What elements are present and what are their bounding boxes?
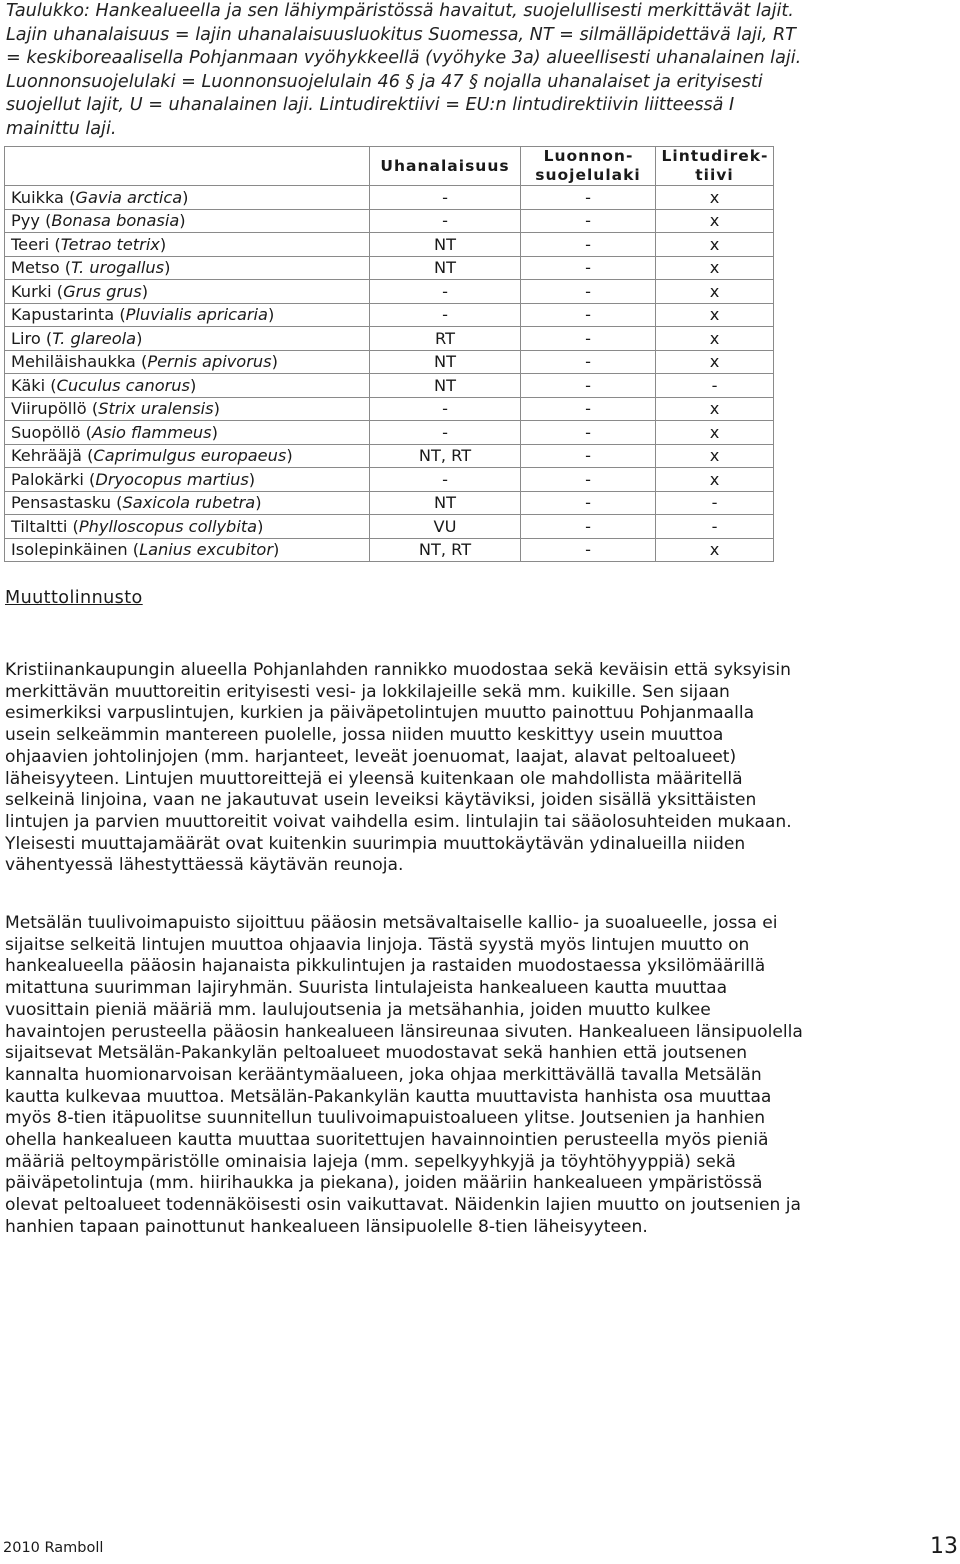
directive-cell: x [656, 209, 774, 233]
table-row [5, 327, 774, 351]
directive-cell: x [656, 421, 774, 445]
status-cell: NT [370, 350, 521, 374]
scientific-name: Caprimulgus europaeus [93, 446, 287, 466]
scientific-name: Strix uralensis [98, 399, 214, 419]
common-name: Tiltaltti [11, 516, 68, 536]
scientific-name: Grus grus [63, 281, 142, 301]
scientific-name: Saxicola rubetra [122, 493, 256, 513]
status-cell: NT, RT [370, 538, 521, 562]
directive-cell: - [656, 374, 774, 398]
scientific-name: Pernis apivorus [147, 352, 272, 372]
status-cell: - [370, 421, 521, 445]
status-cell: - [370, 397, 521, 421]
table-row [5, 280, 774, 304]
law-cell: - [521, 515, 656, 539]
law-cell: - [521, 350, 656, 374]
status-cell: - [370, 209, 521, 233]
table-row [5, 444, 774, 468]
scientific-name: Bonasa bonasia [51, 211, 180, 231]
common-name: Metso [11, 258, 60, 278]
table-row [5, 256, 774, 280]
table-row [5, 468, 774, 492]
species-cell: Pyy (Bonasa bonasia) [5, 209, 370, 233]
paragraph-1: Kristiinankaupungin alueella Pohjanlahden rannikko muodostaa sekä keväisin että syksyisin merkittävän muuttoreitin erityisesti vesi- ja lokkilajeille sekä mm. kuikille. Sen sijaan esimerkiksi varpuslintujen, kurkien ja päiväpetolintujen muutto painottuu Pohjanmaalla usein selkeämmin mantereen puolelle, jossa niiden muutto keskittyy usein muuttoa ohjaavien johtolinjojen (mm. harjanteet, leveät joenuomat, laajat, alavat peltoalueet) läheisyyteen. Lintujen muuttoreittejä ei yleensä kuitenkaan ole mahdollista määritellä selkeinä linjoina, vaan ne jakautuvat usein leveiksi käytäviksi, joiden sisällä yksittäisten lintujen ja parvien muuttoreitit voivat vaihdella esim. lintulajin tai sääolosuhteiden mukaan. Yleisesti muuttajamäärät ovat kuitenkin suurimpia muuttokäytävän ydinalueilla niiden vähentyessä lähestyttäessä käytävän reunoja. [5, 660, 792, 876]
species-cell: Kurki (Grus grus) [5, 280, 370, 304]
page-number: 13 [930, 1534, 958, 1559]
table-row [5, 350, 774, 374]
law-cell: - [521, 233, 656, 257]
directive-cell: x [656, 327, 774, 351]
scientific-name: Cuculus canorus [56, 375, 190, 395]
law-cell: - [521, 468, 656, 492]
law-cell: - [521, 186, 656, 210]
species-cell: Mehiläishaukka (Pernis apivorus) [5, 350, 370, 374]
footer-company: 2010 Ramboll [3, 1540, 104, 1556]
directive-cell: x [656, 280, 774, 304]
common-name: Kehrääjä [11, 446, 82, 466]
status-cell: NT [370, 491, 521, 515]
status-cell: VU [370, 515, 521, 539]
directive-cell: - [656, 515, 774, 539]
directive-cell: x [656, 350, 774, 374]
table-row [5, 374, 774, 398]
law-cell: - [521, 256, 656, 280]
table-row [5, 538, 774, 562]
species-cell: Kehrääjä (Caprimulgus europaeus) [5, 444, 370, 468]
scientific-name: Pluvialis apricaria [125, 305, 268, 325]
species-cell: Isolepinkäinen (Lanius excubitor) [5, 538, 370, 562]
status-cell: - [370, 468, 521, 492]
species-cell: Suopöllö (Asio flammeus) [5, 421, 370, 445]
header-uhanalaisuus: Uhanalaisuus [370, 147, 521, 186]
species-cell: Viirupöllö (Strix uralensis) [5, 397, 370, 421]
species-cell: Kuikka (Gavia arctica) [5, 186, 370, 210]
species-cell: Kapustarinta (Pluvialis apricaria) [5, 303, 370, 327]
status-cell: - [370, 303, 521, 327]
species-cell: Teeri (Tetrao tetrix) [5, 233, 370, 257]
directive-cell: x [656, 303, 774, 327]
law-cell: - [521, 280, 656, 304]
law-cell: - [521, 491, 656, 515]
header-species [5, 147, 370, 186]
status-cell: NT, RT [370, 444, 521, 468]
table-row [5, 303, 774, 327]
header-luonnonsuojelulaki: Luonnonsuojelulaki [521, 147, 656, 186]
law-cell: - [521, 209, 656, 233]
section-heading: Muuttolinnusto [5, 588, 143, 608]
common-name: Kuikka [11, 187, 64, 207]
status-cell: NT [370, 256, 521, 280]
directive-cell: x [656, 233, 774, 257]
common-name: Käki [11, 375, 46, 395]
table-row [5, 233, 774, 257]
common-name: Palokärki [11, 469, 84, 489]
table-row [5, 421, 774, 445]
law-cell: - [521, 303, 656, 327]
species-cell: Liro (T. glareola) [5, 327, 370, 351]
common-name: Teeri [11, 234, 50, 254]
status-cell: NT [370, 374, 521, 398]
directive-cell: x [656, 256, 774, 280]
scientific-name: Gavia arctica [75, 187, 183, 207]
law-cell: - [521, 397, 656, 421]
common-name: Liro [11, 328, 41, 348]
law-cell: - [521, 374, 656, 398]
directive-cell: - [656, 491, 774, 515]
table-header-row [5, 147, 774, 186]
status-cell: - [370, 280, 521, 304]
common-name: Viirupöllö [11, 399, 87, 419]
law-cell: - [521, 421, 656, 445]
directive-cell: x [656, 538, 774, 562]
status-cell: NT [370, 233, 521, 257]
scientific-name: Phylloscopus collybita [78, 516, 258, 536]
table-row [5, 209, 774, 233]
law-cell: - [521, 327, 656, 351]
header-lintudirektiivi: Lintudirektiivi [656, 147, 774, 186]
common-name: Kapustarinta [11, 305, 115, 325]
table-caption: Taulukko: Hankealueella ja sen lähiympäristössä havaitut, suojelullisesti merkittävät lajit. Lajin uhanalaisuus = lajin uhanalaisuusluokitus Suomessa, NT = silmälläpidettävä laji, RT = keskiboreaalisella Pohjanmaan vyöhykkeellä (vyöhyke 3a) alueellisesti uhanalainen laji. Luonnonsuojelulaki = Luonnonsuojelulain 46 § ja 47 § nojalla uhanalaiset ja erityisesti suojellut lajit, U = uhanalainen laji. Lintudirektiivi = EU:n lintudirektiivin liitteessä I mainittu laji. [6, 1, 802, 139]
table-row [5, 186, 774, 210]
common-name: Kurki [11, 281, 52, 301]
scientific-name: T. urogallus [71, 258, 165, 278]
table-row [5, 515, 774, 539]
table-row [5, 491, 774, 515]
directive-cell: x [656, 186, 774, 210]
directive-cell: x [656, 397, 774, 421]
species-table [4, 146, 774, 562]
common-name: Pyy [11, 211, 40, 231]
scientific-name: Lanius excubitor [139, 540, 273, 560]
species-cell: Käki (Cuculus canorus) [5, 374, 370, 398]
status-cell: RT [370, 327, 521, 351]
status-cell: - [370, 186, 521, 210]
scientific-name: T. glareola [52, 328, 137, 348]
directive-cell: x [656, 468, 774, 492]
table-row [5, 397, 774, 421]
species-cell: Metso (T. urogallus) [5, 256, 370, 280]
scientific-name: Tetrao tetrix [60, 234, 160, 254]
common-name: Suopöllö [11, 422, 81, 442]
common-name: Pensastasku [11, 493, 112, 513]
paragraph-2: Metsälän tuulivoimapuisto sijoittuu pääosin metsävaltaiselle kallio- ja suoalueelle, jossa ei sijaitse selkeitä lintujen muuttoa ohjaavia linjoja. Tästä syystä myös lintujen muutto on hankealueella pääosin hajanaista pikkulintujen ja rastaiden muodostaessa yksilömäärillä mitattuna suurimman lajiryhmän. Suurista lintulajeista hankealueen kautta muuttaa vuosittain pieniä määriä mm. laulujoutsenia ja metsähanhia, joiden muutto kulkee havaintojen perusteella pääosin hankealueen länsireunaa sivuten. Hankealueen länsipuolella sijaitsevat Metsälän-Pakankylän peltoalueet muodostavat sekä hanhien että joutsenen kannalta huomionarvoisan kerääntymäalueen, joka ohjaa merkittävällä tavalla Metsälän kautta kulkevaa muuttoa. Metsälän-Pakankylän kautta muuttavista hanhista osa muuttaa myös 8-tien itäpuolitse suunnitellun tuulivoimapuistoalueen ylitse. Joutsenien ja hanhien ohella hankealueen kautta muuttaa suoritettujen havainnointien perusteella myös pieniä määriä peltoympäristölle ominaisia lajeja (mm. sepelkyyhkyjä ja töyhtöhyyppiä) sekä päiväpetolintuja (mm. hiirihaukka ja piekana), joiden määriin hankealueen ympäristössä olevat peltoalueet todennäköisesti osin vaikuttavat. Näidenkin lajien muutto on joutsenien ja hanhien tapaan painottunut hankealueen länsipuolelle 8-tien läheisyyteen. [5, 913, 803, 1237]
species-cell: Pensastasku (Saxicola rubetra) [5, 491, 370, 515]
directive-cell: x [656, 444, 774, 468]
scientific-name: Dryocopus martius [95, 469, 249, 489]
common-name: Mehiläishaukka [11, 352, 136, 372]
scientific-name: Asio flammeus [92, 422, 212, 442]
law-cell: - [521, 538, 656, 562]
species-cell: Palokärki (Dryocopus martius) [5, 468, 370, 492]
common-name: Isolepinkäinen [11, 540, 128, 560]
law-cell: - [521, 444, 656, 468]
species-cell: Tiltaltti (Phylloscopus collybita) [5, 515, 370, 539]
